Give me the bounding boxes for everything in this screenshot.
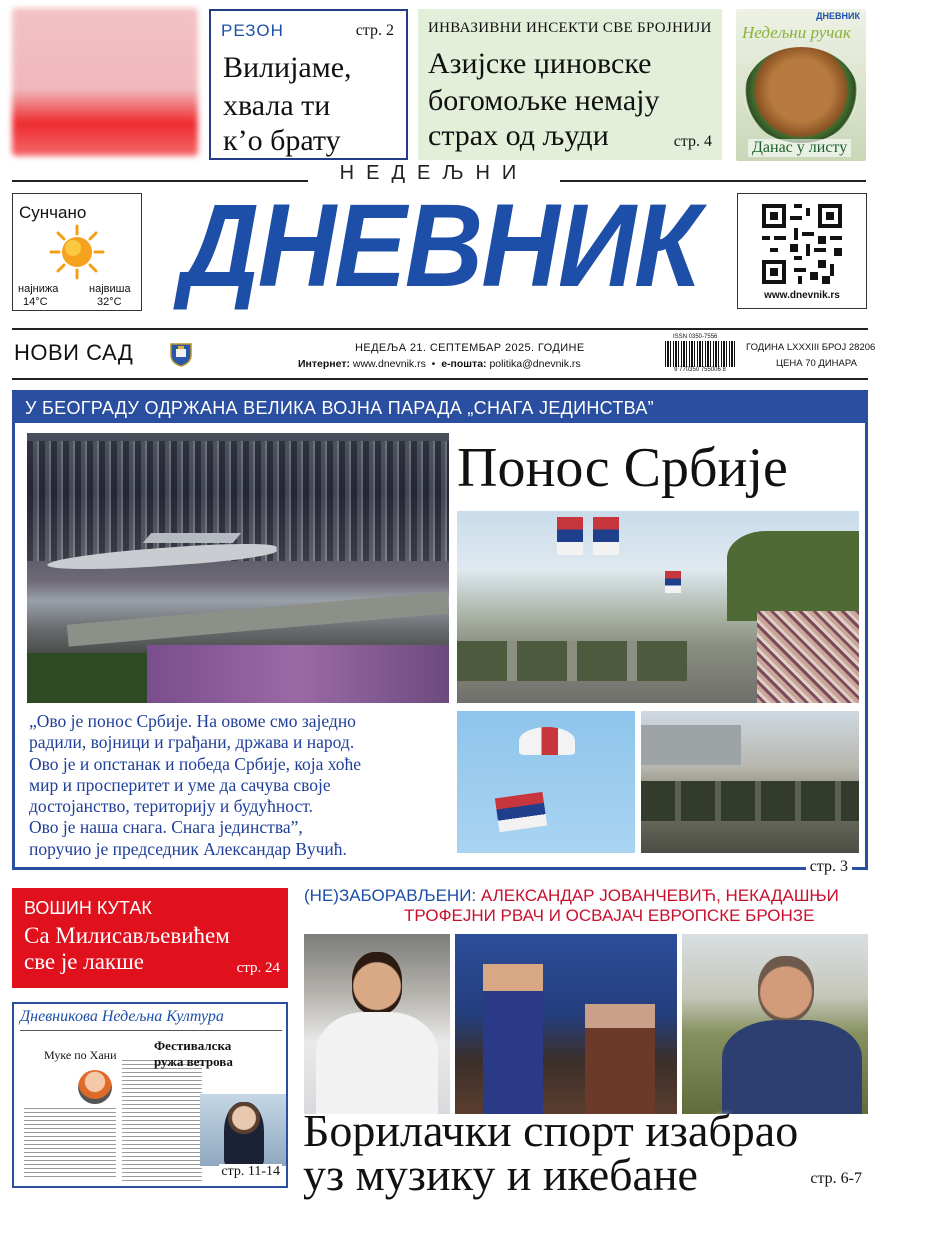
lead-story[interactable] [12, 390, 868, 870]
portrait-woman [224, 1102, 264, 1166]
spectators [757, 611, 859, 703]
barcode-digits: 9 770350 755006 8 [674, 367, 726, 373]
city-label: НОВИ САД [14, 340, 134, 365]
info-bar-bottom-rule [12, 378, 868, 380]
quote-line-5: достојанство, територију и будућност. [29, 796, 313, 817]
wrestler-shirt [316, 1012, 438, 1114]
quote-line-7: поручио је председник Александар Вучић. [29, 838, 347, 859]
vosin-headline-1: Са Милисављевићем [24, 923, 230, 948]
kultura-divider [20, 1030, 282, 1031]
kultura-mid-text [122, 1060, 202, 1184]
rezon-headline-3: к’о брату [223, 124, 341, 157]
sport-kicker-blue: (НЕ)ЗАБОРАВЉЕНИ: [304, 886, 477, 905]
man-head [758, 956, 814, 1022]
qr-url[interactable]: www.dnevnik.rs [764, 290, 840, 301]
price-info: ЦЕНА 70 ДИНАРА [776, 358, 857, 369]
buildings [641, 725, 741, 765]
kultura-right-photo [200, 1094, 288, 1166]
ruchak-teaser[interactable] [736, 9, 866, 161]
masthead-title: ДНЕВНИК [181, 180, 699, 312]
rezon-teaser[interactable] [209, 9, 408, 160]
kultura-title: Дневникова Недељна Култура [20, 1008, 224, 1025]
rezon-headline-1: Вилијаме, [223, 51, 352, 84]
lead-headline: Понос Србије [457, 437, 788, 499]
internet-row [298, 358, 581, 370]
email-value[interactable]: politika@dnevnik.rs [489, 358, 581, 370]
kultura-right-head-2: ружа ветрова [154, 1054, 233, 1069]
quote-line-4: мир и просперитет и уме да сачува своје [29, 774, 331, 795]
volume-info: ГОДИНА LXXXIII БРОЈ 28206 [746, 342, 876, 353]
weather-min-label: најнижа [18, 283, 59, 295]
vosin-page: стр. 24 [236, 960, 280, 976]
ruchak-brand: ДНЕВНИК [816, 11, 860, 21]
masthead-overline: НЕДЕЉНИ [339, 162, 529, 184]
blurred-ad [12, 8, 198, 156]
ruchak-footer: Данас у листу [748, 139, 851, 157]
handshake-photo[interactable] [455, 934, 677, 1114]
insects-headline-1: Азијске џиновске [428, 47, 652, 80]
tall-athlete [483, 964, 543, 1114]
kultura-left-head: Муке по Хани [44, 1048, 117, 1062]
barcode [665, 334, 735, 374]
sport-kicker-red-2: ТРОФЕЈНИ РВАЧ И ОСВАЈАЧ ЕВРОПСКЕ БРОНЗЕ [404, 906, 815, 925]
flag-3 [665, 571, 681, 593]
tank-row [641, 781, 859, 821]
sport-headline-2: уз музику и икебане [303, 1149, 698, 1200]
drone-wing [143, 533, 241, 543]
kultura-right-head-1: Фестивалска [154, 1038, 232, 1053]
info-bar-top-rule [12, 328, 868, 330]
insects-teaser[interactable] [418, 9, 722, 160]
city-crest-icon [168, 341, 194, 367]
flag-1 [557, 517, 583, 555]
sport-page: стр. 6-7 [810, 1170, 862, 1187]
insects-page: стр. 4 [673, 133, 712, 150]
rezon-kicker: РЕЗОН [221, 21, 284, 40]
sport-headline-1: Борилачки спорт изабрао [303, 1105, 799, 1156]
bean-dish-photo [744, 47, 858, 143]
sport-kicker-red-1: АЛЕКСАНДАР ЈОВАНЧЕВИЋ, НЕКАДАШЊИ [480, 886, 839, 905]
purple-crowd [147, 645, 449, 703]
wrestler-portrait-photo[interactable] [304, 934, 450, 1114]
lead-quote [29, 711, 449, 860]
kultura-page: стр. 11-14 [221, 1164, 280, 1179]
ruchak-title: Недељни ручак [742, 23, 851, 42]
parade-tribune-photo[interactable] [27, 433, 449, 703]
vosin-headline-2: све је лакше [24, 949, 145, 974]
rezon-page: стр. 2 [355, 22, 394, 39]
vosin-kicker: ВОШИН КУТАК [24, 898, 152, 918]
kultura-left-portrait [78, 1070, 112, 1104]
weather-max-label: највиша [89, 283, 131, 295]
insects-kicker: ИНВАЗИВНИ ИНСЕКТИ СВЕ БРОЈНИЈИ [428, 20, 712, 36]
insects-headline-2: богомољке немају [428, 84, 660, 117]
weather-box [12, 193, 142, 311]
tanks-avenue-photo[interactable] [457, 511, 859, 703]
quote-line-2: радили, војници и грађани, држава и народ. [29, 732, 355, 753]
issn-label: ISSN 0350-7556 [673, 334, 718, 340]
internet-label: Интернет: [298, 358, 350, 370]
flag-2 [593, 517, 619, 555]
insects-headline-3: страх од људи [428, 119, 609, 152]
wrestler-today-photo[interactable] [682, 934, 868, 1114]
qr-box[interactable] [737, 193, 867, 309]
lead-page: стр. 3 [806, 858, 852, 876]
kultura-left-text [24, 1108, 116, 1180]
rezon-headline-2: хвала ти [223, 89, 331, 122]
bullet: • [428, 358, 439, 370]
issue-date: НЕДЕЉА 21. СЕПТЕМБАР 2025. ГОДИНЕ [355, 342, 585, 354]
parachutist-photo[interactable] [457, 711, 635, 853]
email-label: е-пошта: [441, 358, 487, 370]
qr-code-icon [762, 204, 842, 284]
trees-right [727, 531, 859, 621]
trees [27, 653, 147, 703]
armored-vehicles [457, 641, 687, 681]
weather-min-value: 14°C [23, 296, 48, 308]
sun-icon [49, 224, 105, 280]
quote-line-3: Ово је и опстанак и победа Србије, која хоће [29, 753, 362, 774]
man-shirt [722, 1020, 862, 1114]
official-figure [585, 1004, 655, 1114]
internet-value[interactable]: www.dnevnik.rs [352, 358, 426, 370]
lead-kicker-bar [15, 393, 865, 423]
parachute-canopy [519, 727, 575, 755]
launcher-ramp [67, 591, 449, 646]
quote-line-1: „Ово је понос Србије. На овоме смо заједно [29, 711, 356, 731]
wrestler-head [352, 952, 402, 1014]
lead-kicker: У БЕОГРАДУ ОДРЖАНА ВЕЛИКА ВОЈНА ПАРАДА „СНАГА ЈЕДИНСТВА” [25, 398, 654, 418]
barcode-icon [665, 341, 735, 367]
kultura-box[interactable] [12, 1002, 288, 1188]
vosin-kutak-box[interactable] [12, 888, 288, 988]
quote-line-6: Ово је наша снага. Снага јединства”, [29, 817, 303, 838]
weather-label: Сунчано [19, 203, 87, 222]
weather-max-value: 32°C [97, 296, 122, 308]
tanks-column-photo[interactable] [641, 711, 859, 853]
serbian-flag-banner [495, 792, 547, 832]
sport-kicker-line-1 [304, 886, 839, 906]
